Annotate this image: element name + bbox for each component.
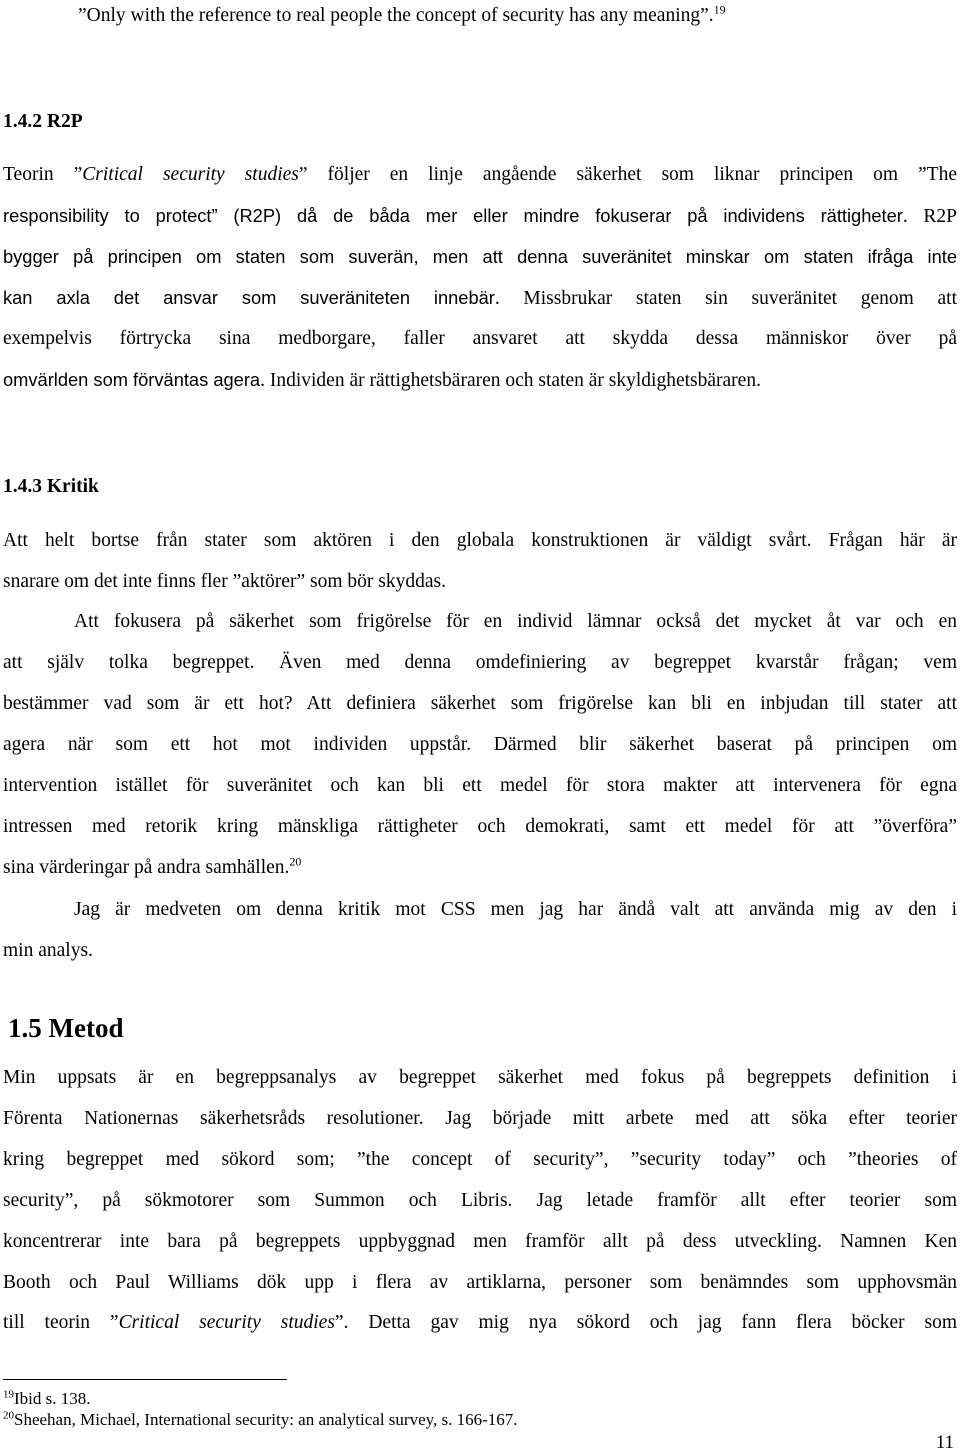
footnote-20: $^{20}$Sheehan, Michael, International security: an analytical survey, s. 166-167. bbox=[3, 1409, 518, 1429]
text-line: min analys. bbox=[3, 940, 93, 961]
text-line: koncentrerar inte bara på begreppets uppbyggnad men framför allt på dess utveckling. Namnen Ken bbox=[3, 1231, 957, 1252]
footnote-ref-20: 20 bbox=[289, 854, 302, 869]
text-line: att själv tolka begreppet. Även med denna omdefiniering av begreppet kvarstår frågan; vem bbox=[3, 652, 957, 673]
text-line: snarare om det inte finns fler ”aktörer” som bör skyddas. bbox=[3, 571, 446, 592]
text-line: kring begreppet med sökord som; ”the concept of security”, ”security today” och ”theories of bbox=[3, 1149, 957, 1170]
text-line: till teorin ”Critical security studies”. Detta gav mig nya sökord och jag fann flera böcker som bbox=[3, 1312, 958, 1333]
italic-term: Critical security studies bbox=[118, 1312, 335, 1333]
text-line: sina värderingar på andra samhällen.$^{20}$ bbox=[3, 854, 302, 878]
section-heading-metod: 1.5 Metod bbox=[8, 1013, 124, 1043]
text-line: Jag är medveten om denna kritik mot CSS men jag har ändå valt att använda mig av den i bbox=[74, 899, 957, 920]
italic-term: Critical security studies bbox=[82, 164, 299, 185]
text-line: bygger på principen om staten som suverän, men att denna suveränitet minskar om staten ifråga inte bbox=[3, 246, 957, 267]
quote-line: ”Only with the reference to real people the concept of security has any meaning”.$^{19}$ bbox=[78, 2, 726, 26]
text-line: agera när som ett hot mot individen uppstår. Därmed blir säkerhet baserat på principen om bbox=[3, 734, 957, 755]
text-line: intervention istället för suveränitet och kan bli ett medel för stora makter att intervenera för egna bbox=[3, 775, 957, 796]
page-number: 11 bbox=[935, 1432, 954, 1453]
text-line: Teorin ”Critical security studies” följer en linje angående säkerhet som liknar principen om ”The bbox=[3, 164, 957, 185]
text-line: security”, på sökmotorer som Summon och Libris. Jag letade framför allt efter teorier som bbox=[3, 1190, 957, 1211]
text-line: Min uppsats är en begreppsanalys av begreppet säkerhet med fokus på begreppets definition i bbox=[3, 1067, 957, 1088]
text-line: intressen med retorik kring mänskliga rättigheter och demokrati, samt ett medel för att ”överföra” bbox=[3, 816, 957, 837]
text-line: Förenta Nationernas säkerhetsråds resolutioner. Jag började mitt arbete med att söka efter teorier bbox=[3, 1108, 957, 1129]
footnote-19: $^{19}$Ibid s. 138. bbox=[3, 1388, 91, 1408]
text-line: responsibility to protect” (R2P) då de båda mer eller mindre fokuserar på individens rättigheter. R2P bbox=[3, 205, 957, 227]
text-line: omvärlden som förväntas agera. Individen är rättighetsbäraren och staten är skyldighetsbäraren. bbox=[3, 369, 761, 391]
text-line: Att helt bortse från stater som aktören i den globala konstruktionen är väldigt svårt. Frågan här är bbox=[3, 530, 957, 551]
footnote-ref-19: 19 bbox=[713, 2, 726, 17]
text-line: bestämmer vad som är ett hot? Att definiera säkerhet som frigörelse kan bli en inbjudan till stater att bbox=[3, 693, 957, 714]
text-line: kan axla det ansvar som suveräniteten innebär. Missbrukar staten sin suveränitet genom att bbox=[3, 287, 957, 309]
section-heading-kritik: 1.4.3 Kritik bbox=[3, 476, 99, 497]
text-line: exempelvis förtrycka sina medborgare, faller ansvaret att skydda dessa människor över på bbox=[3, 328, 957, 349]
section-heading-r2p: 1.4.2 R2P bbox=[3, 111, 83, 132]
text-line: Att fokusera på säkerhet som frigörelse för en individ lämnar också det mycket åt var och en bbox=[74, 611, 957, 632]
footnote-separator bbox=[3, 1379, 287, 1380]
text-line: Booth och Paul Williams dök upp i flera av artiklarna, personer som benämndes som upphovsmän bbox=[3, 1272, 957, 1293]
